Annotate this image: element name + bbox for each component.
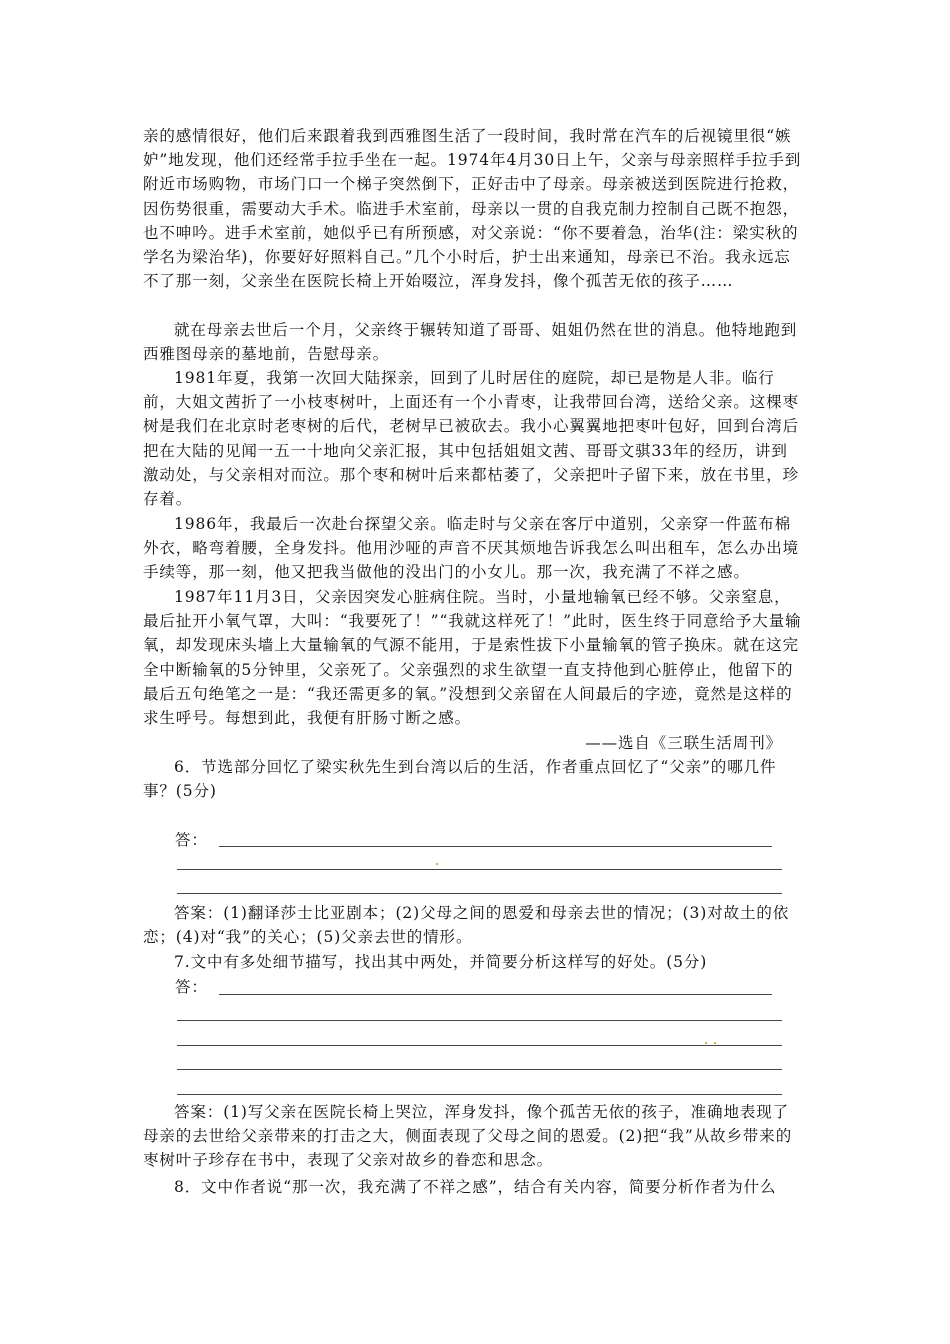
q6-answer-line xyxy=(219,846,772,847)
q6-answer: 答案：(1)翻译莎士比亚剧本；(2)父母之间的恩爱和母亲去世的情况；(3)对故土的依恋；(4)对“我”的关心；(5)父亲去世的情形。 xyxy=(143,904,790,947)
q6-answer-line xyxy=(177,869,782,870)
question-6: 6．节选部分回忆了梁实秋先生到台湾以后的生活，作者重点回忆了“父亲”的哪几件事？(5分) xyxy=(143,758,777,801)
article-paragraph-1: 亲的感情很好，他们后来跟着我到西雅图生活了一段时间，我时常在汽车的后视镜里很“嫉妒”地发现，他们还经常手拉手坐在一起。1974年4月30日上午，父亲与母亲照样手拉手到附近市场购物，市场门口一个梯子突然倒下，正好击中了母亲。母亲被送到医院进行抢救，因伤势很重，需要动大手术。临进手术室前，母亲以一贯的自我克制力控制自己既不抱怨，也不呻吟。进手术室前，她似乎已有所预感，对父亲说：“你不要着急，治华(注：梁实秋的学名为梁治华)，你要好好照料自己。”几个小时后，护士出来通知，母亲已不治。我永远忘不了那一刻，父亲坐在医院长椅上开始啜泣，浑身发抖，像个孤苦无依的孩子…… xyxy=(143,127,802,291)
q7-answer-label: 答： xyxy=(175,978,208,996)
q7-answer-line xyxy=(177,1045,782,1046)
q7-answer-line xyxy=(219,994,772,995)
q6-answer-label: 答： xyxy=(175,831,208,849)
question-8: 8．文中作者说“那一次，我充满了不祥之感”，结合有关内容，简要分析作者为什么 xyxy=(174,1178,777,1196)
article-paragraph-5: 1987年11月3日，父亲因突发心脏病住院。当时，小量地输氧已经不够。父亲窒息，最后扯开小氧气罩，大叫：“我要死了！”“我就这样死了！”此时，医生终于同意给予大量输氧，却发现床头墙上大量输氧的气源不能用，于是索性拔下小量输氧的管子换床。就在这完全中断输氧的5分钟里，父亲死了。父亲强烈的求生欲望一直支持他到心脏停止，他留下的最后五句绝笔之一是：“我还需更多的氧。”没想到父亲留在人间最后的字迹，竟然是这样的求生呼号。每想到此，我便有肝肠寸断之感。 xyxy=(143,588,802,728)
article-paragraph-4: 1986年，我最后一次赴台探望父亲。临走时与父亲在客厅中道别，父亲穿一件蓝布棉外衣，略弯着腰，全身发抖。他用沙哑的声音不厌其烦地告诉我怎么叫出租车，怎么办出境手续等，那一刻，他又把我当做他的没出门的小女儿。那一次，我充满了不祥之感。 xyxy=(143,515,800,582)
q7-answer-line xyxy=(177,1069,782,1070)
q6-answer-line xyxy=(177,893,782,894)
article-paragraph-2: 就在母亲去世后一个月，父亲终于辗转知道了哥哥、姐姐仍然在世的消息。他特地跑到西雅图母亲的墓地前，告慰母亲。 xyxy=(143,321,798,364)
article-paragraph-3: 1981年夏，我第一次回大陆探亲，回到了儿时居住的庭院，却已是物是人非。临行前，大姐文茜折了一小枝枣树叶，上面还有一个小青枣，让我带回台湾，送给父亲。这棵枣树是我们在北京时老枣树的后代，老树早已被砍去。我小心翼翼地把枣叶包好，回到台湾后把在大陆的见闻一五一十地向父亲汇报，其中包括姐姐文茜、哥哥文骐33年的经历，讲到激动处，与父亲相对而泣。那个枣和树叶后来都枯萎了，父亲把叶子留下来，放在书里，珍存着。 xyxy=(143,369,800,509)
q7-answer: 答案：(1)写父亲在医院长椅上哭泣，浑身发抖，像个孤苦无依的孩子，准确地表现了母亲的去世给父亲带来的打击之大，侧面表现了父母之间的恩爱。(2)把“我”从故乡带来的枣树叶子珍存在书中，表现了父亲对故乡的眷恋和思念。 xyxy=(143,1103,793,1170)
stray-mark xyxy=(436,863,438,865)
q7-answer-line xyxy=(177,1020,782,1021)
stray-mark xyxy=(714,1042,716,1044)
stray-mark xyxy=(705,1042,707,1044)
question-7: 7.文中有多处细节描写，找出其中两处，并简要分析这样写的好处。(5分) xyxy=(174,953,708,971)
article-source: ——选自《三联生活周刊》 xyxy=(585,734,782,752)
q7-answer-line xyxy=(177,1094,782,1095)
